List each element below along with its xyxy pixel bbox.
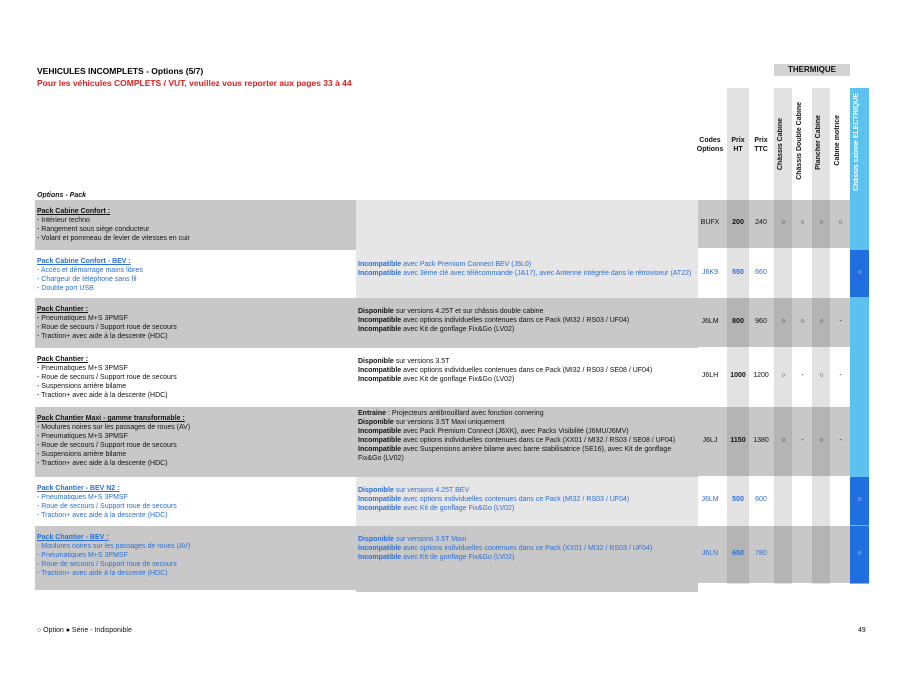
availability-mark: ○	[819, 317, 824, 325]
table-row	[35, 526, 694, 583]
price-ht: 1150	[730, 436, 746, 444]
condition-keyword: Disponible	[358, 419, 394, 426]
row-conditions	[356, 200, 698, 257]
pack-item: - Rangement sous siège conducteur	[37, 226, 150, 233]
row-description	[35, 407, 359, 483]
condition-keyword: Disponible	[358, 487, 394, 494]
condition-line	[358, 445, 696, 463]
option-code: J6K9	[702, 268, 718, 276]
condition-keyword: Incompatible	[358, 428, 402, 435]
table-row	[35, 200, 694, 248]
condition-keyword: Incompatible	[358, 496, 402, 503]
row-conditions	[356, 407, 698, 478]
condition-keyword: Incompatible	[358, 261, 402, 268]
row-description	[35, 200, 359, 255]
condition-keyword: Incompatible	[358, 367, 402, 374]
row-col-shade	[774, 250, 792, 297]
row-electric-cell	[850, 298, 869, 347]
pack-item: - Roue de secours / Support roue de secours	[37, 503, 177, 510]
availability-mark: -	[839, 436, 842, 444]
section-label: Options - Pack	[37, 192, 87, 199]
pack-name: Pack Chantier :	[37, 306, 88, 313]
row-description	[35, 250, 359, 304]
condition-text: avec 3ème clé avec télécommande (JA17), avec Antenne intégrée dans le rétroviseur (AT22)	[401, 270, 692, 277]
pack-item: - Pneumatiques M+S 3PMSF	[37, 494, 128, 501]
availability-mark: ○	[781, 436, 786, 444]
availability-mark: ○	[819, 436, 824, 444]
condition-text: avec Pack Premium Connect (J6XK), avec Packs Visibilité (J6MU/J6MV)	[401, 428, 629, 435]
header-cabine-motrice: Cabine motrice	[834, 115, 841, 166]
option-code: J6LN	[701, 549, 719, 557]
condition-keyword: Incompatible	[358, 545, 402, 552]
price-ht: 1000	[730, 372, 746, 379]
condition-keyword: Disponible	[358, 308, 394, 315]
condition-line	[358, 544, 696, 553]
thermique-badge: THERMIQUE	[774, 64, 850, 76]
pack-item: - Roue de secours / Support roue de secours	[37, 561, 177, 568]
pack-item: - Intérieur techno	[37, 217, 90, 224]
row-description	[35, 526, 359, 590]
condition-text: sur versions 3.5T Maxi uniquement	[393, 419, 505, 426]
condition-line	[358, 486, 696, 495]
availability-mark: ○	[819, 219, 824, 226]
condition-keyword: Incompatible	[358, 326, 402, 333]
condition-keyword: Incompatible	[358, 317, 402, 324]
row-col-shade	[774, 477, 792, 525]
pack-name: Pack Chantier - BEV N2 :	[37, 485, 120, 492]
pack-item: - Accès et démarrage mains libres	[37, 267, 143, 274]
condition-keyword: Disponible	[358, 536, 394, 543]
pack-name: Pack Cabine Confort - BEV :	[37, 258, 131, 265]
condition-keyword: Disponible	[358, 358, 394, 365]
availability-mark: -	[801, 436, 804, 444]
condition-line	[358, 307, 696, 316]
header-plancher-cabine: Plancher Cabine	[815, 115, 822, 170]
condition-line	[358, 418, 696, 427]
availability-mark: ○	[800, 219, 805, 226]
header-prix-ht: Prix HT	[731, 137, 745, 153]
condition-line	[358, 325, 696, 334]
pack-item: - Traction+ avec aide à la descente (HDC)	[37, 460, 168, 467]
table-row	[35, 250, 694, 297]
option-code: BUFX	[700, 219, 720, 226]
condition-line	[358, 260, 696, 269]
condition-text: avec options individuelles contenues dans ce Pack (XX01 / MI32 / RS03 / UF04)	[401, 545, 653, 552]
pack-item: - Pneumatiques M+S 3PMSF	[37, 315, 128, 322]
condition-text: sur versions 4.25T et sur châssis double cabine	[393, 308, 544, 315]
row-electric-cell	[850, 200, 869, 248]
page-number: 49	[858, 627, 866, 634]
pack-name: Pack Chantier :	[37, 356, 88, 363]
pack-item: - Double port USB	[37, 285, 94, 292]
legend: ○ Option ● Série - Indisponible	[37, 627, 132, 634]
row-conditions	[356, 348, 698, 415]
row-description	[35, 298, 359, 354]
table-row	[35, 477, 694, 525]
pack-item: - Pneumatiques M+S 3PMSF	[37, 433, 128, 440]
header-chassis-cabine: Châssis Cabine	[777, 118, 784, 171]
condition-line	[358, 535, 696, 544]
pack-name: Pack Cabine Confort :	[37, 208, 111, 215]
condition-text: avec Suspensions arrière bilame avec barre stabilisatrice (SE16), avec Kit de gonflage Fix&Go (LV02)	[358, 446, 672, 462]
condition-text: avec Kit de gonflage Fix&Go (LV02)	[401, 376, 515, 383]
option-code: J6LM	[701, 317, 719, 325]
price-ttc: 660	[755, 268, 767, 276]
price-ttc: 1200	[753, 372, 769, 379]
row-description	[35, 348, 359, 413]
availability-mark: ○	[781, 219, 786, 226]
condition-line	[358, 504, 696, 513]
pack-item: - Moulures noires sur les passages de roues (AV)	[37, 543, 191, 550]
condition-text: avec options individuelles contenues dans ce Pack (MI32 / RS03 / UF04)	[401, 317, 630, 324]
price-ttc: 240	[755, 219, 767, 226]
condition-line	[358, 366, 696, 375]
pack-item: - Pneumatiques M+S 3PMSF	[37, 552, 128, 559]
row-electric-cell	[850, 348, 869, 406]
availability-mark: ○	[781, 317, 786, 325]
price-ttc: 600	[755, 496, 767, 503]
availability-mark: ○	[800, 317, 805, 325]
availability-mark: ○	[857, 549, 862, 557]
condition-text: avec options individuelles contenues dans ce Pack (MI32 / RS03 / SE08 / UF04)	[401, 367, 653, 374]
condition-keyword: Incompatible	[358, 437, 402, 444]
row-col-shade	[812, 250, 830, 297]
condition-line	[358, 409, 696, 418]
condition-line	[358, 375, 696, 384]
header-electric: Châssis cabine ELECTRIQUE	[853, 93, 860, 192]
price-ht: 550	[732, 268, 744, 276]
pack-item: - Roue de secours / Support roue de secours	[37, 374, 177, 381]
pack-item: - Roue de secours / Support roue de secours	[37, 324, 177, 331]
pack-item: - Traction+ avec aide à la descente (HDC)	[37, 512, 168, 519]
pack-item: - Traction+ avec aide à la descente (HDC)	[37, 392, 168, 399]
pack-item: - Volant et pommeau de levier de vitesses en cuir	[37, 235, 190, 242]
pack-item: - Moulures noires sur les passages de roues (AV)	[37, 424, 191, 431]
page-subtitle: Pour les véhicules COMPLETS / VUT, veuillez vous reporter aux pages 33 à 44	[37, 78, 352, 88]
pack-item: - Traction+ avec aide à la descente (HDC)	[37, 333, 168, 340]
availability-mark: ○	[781, 372, 786, 379]
row-electric-cell	[850, 407, 869, 476]
pack-item: - Chargeur de téléphone sans fil	[37, 276, 137, 283]
pack-item: - Traction+ avec aide à la descente (HDC)	[37, 570, 168, 577]
availability-mark: -	[839, 317, 842, 325]
condition-text: sur versions 4.25T BEV	[393, 487, 470, 494]
price-ht: 800	[732, 317, 744, 325]
header-prix-ttc: Prix TTC	[754, 137, 768, 153]
price-ht: 200	[732, 219, 744, 226]
condition-text: avec Kit de gonflage Fix&Go (LV02)	[401, 505, 515, 512]
condition-text: avec Kit de gonflage Fix&Go (LV02)	[401, 554, 515, 561]
condition-text: avec Kit de gonflage Fix&Go (LV02)	[401, 326, 515, 333]
condition-line	[358, 357, 696, 366]
condition-line	[358, 269, 696, 278]
pack-name: Pack Chantier Maxi - gamme transformable :	[37, 415, 185, 422]
row-conditions	[356, 526, 698, 592]
availability-mark: -	[801, 372, 804, 379]
price-ht: 650	[732, 549, 744, 557]
condition-text: sur versions 3.5T	[393, 358, 450, 365]
condition-keyword: Incompatible	[358, 505, 402, 512]
availability-mark: ○	[857, 268, 862, 276]
price-ht: 500	[732, 496, 744, 503]
row-col-shade	[774, 526, 792, 583]
page-title: VEHICULES INCOMPLETS - Options (5/7)	[37, 66, 204, 76]
condition-keyword: Incompatible	[358, 270, 402, 277]
option-code: J6LH	[701, 372, 719, 379]
condition-keyword: Incompatible	[358, 554, 402, 561]
option-code: J6LM	[701, 496, 719, 503]
availability-mark: ○	[819, 372, 824, 379]
table-row	[35, 298, 694, 347]
price-ttc: 780	[755, 549, 767, 557]
condition-text: avec Pack Premium Connect BEV (J6L0)	[401, 261, 532, 268]
price-ttc: 1380	[753, 436, 769, 444]
condition-line	[358, 427, 696, 436]
condition-text: : Projecteurs antibrouillard avec fonction cornering	[386, 410, 544, 417]
condition-line	[358, 553, 696, 562]
pack-item: - Suspensions arrière bilame	[37, 383, 127, 390]
pack-item: - Roue de secours / Support roue de secours	[37, 442, 177, 449]
availability-mark: -	[839, 372, 842, 379]
pack-item: - Suspensions arrière bilame	[37, 451, 127, 458]
condition-keyword: Entraine	[358, 410, 387, 417]
condition-line	[358, 436, 696, 445]
price-ttc: 960	[755, 317, 767, 325]
row-col-shade	[812, 526, 830, 583]
row-col-shade	[812, 477, 830, 525]
availability-mark: ○	[838, 219, 843, 226]
row-description	[35, 477, 359, 532]
availability-mark: ○	[857, 496, 862, 503]
condition-keyword: Incompatible	[358, 446, 402, 453]
table-row	[35, 407, 694, 476]
condition-line	[358, 316, 696, 325]
condition-text: avec options individuelles contenues dans ce Pack (MI32 / RS03 / UF04)	[401, 496, 630, 503]
condition-keyword: Incompatible	[358, 376, 402, 383]
pack-item: - Pneumatiques M+S 3PMSF	[37, 365, 128, 372]
option-code: J6LJ	[702, 436, 718, 444]
condition-text: avec options individuelles contenues dans ce Pack (XX01 / MI32 / RS03 / SE08 / UF04)	[401, 437, 676, 444]
pack-name: Pack Chantier - BEV :	[37, 534, 109, 541]
header-codes: Codes Options	[696, 137, 724, 153]
header-chassis-double-cabine: Châssis Double Cabine	[796, 102, 803, 180]
condition-line	[358, 495, 696, 504]
table-row	[35, 348, 694, 406]
condition-text: sur versions 3.5T Maxi	[393, 536, 467, 543]
